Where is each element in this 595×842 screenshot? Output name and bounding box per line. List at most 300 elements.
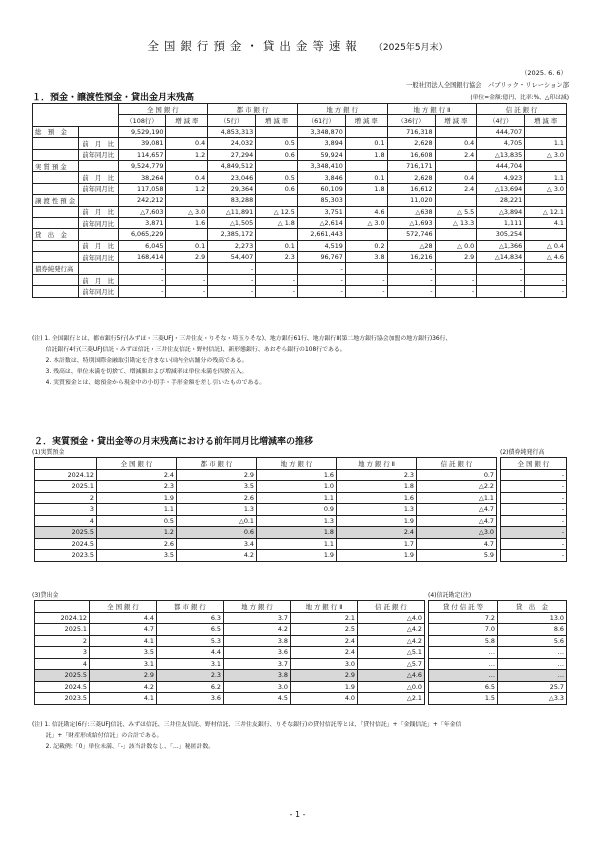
corner-cell bbox=[33, 104, 119, 127]
page-title bbox=[0, 38, 595, 54]
value-cell: 117,058 bbox=[118, 183, 166, 194]
period-label: 2025.5 bbox=[35, 670, 90, 682]
value-cell bbox=[345, 195, 387, 206]
table-row bbox=[35, 612, 425, 624]
value-cell: 0.1 bbox=[345, 138, 387, 149]
value-cell: △4.7 bbox=[417, 504, 497, 516]
value-cell: - bbox=[166, 274, 208, 285]
value-cell: 3.4 bbox=[177, 538, 257, 550]
value-cell: … bbox=[429, 658, 498, 670]
value-cell bbox=[256, 160, 298, 171]
value-cell: △4.7 bbox=[417, 515, 497, 527]
value-cell: 1.3 bbox=[337, 504, 417, 516]
title-period: （2025年5月末） bbox=[373, 43, 448, 53]
table-row bbox=[33, 252, 567, 263]
value-cell: 3.8 bbox=[224, 670, 291, 682]
value-cell bbox=[345, 160, 387, 171]
row-label bbox=[33, 274, 79, 285]
value-cell: 6.5 bbox=[157, 624, 224, 636]
column-header bbox=[35, 601, 90, 613]
table-row bbox=[429, 612, 567, 624]
bond-issuance-table bbox=[500, 457, 567, 562]
value-cell: 3,846 bbox=[297, 172, 345, 183]
value-cell: 1.1 bbox=[257, 492, 337, 504]
value-cell: 2.1 bbox=[291, 612, 358, 624]
title-text: 全国銀行預金・貸出金等速報 bbox=[147, 39, 362, 53]
value-cell: 39,081 bbox=[118, 138, 166, 149]
value-cell: 1.3 bbox=[257, 515, 337, 527]
value-cell: △ 1.8 bbox=[256, 217, 298, 228]
value-cell: 4.2 bbox=[177, 550, 257, 562]
table-row bbox=[33, 206, 567, 217]
table-row bbox=[501, 515, 567, 527]
value-cell: 572,746 bbox=[387, 229, 435, 240]
value-cell: 83,288 bbox=[208, 195, 256, 206]
table-row bbox=[33, 240, 567, 251]
value-cell: 6.2 bbox=[157, 681, 224, 693]
value-cell: 1.6 bbox=[166, 217, 208, 228]
value-cell: △4.6 bbox=[358, 670, 425, 682]
value-cell: 242,212 bbox=[118, 195, 166, 206]
value-cell: △ 4.6 bbox=[525, 252, 567, 263]
value-cell: - bbox=[501, 469, 567, 481]
notes-section1 bbox=[32, 334, 572, 389]
value-cell: - bbox=[387, 286, 435, 297]
value-cell: 4.0 bbox=[291, 693, 358, 705]
table-row bbox=[33, 286, 567, 297]
value-cell: 16,608 bbox=[387, 149, 435, 160]
value-cell: 2.9 bbox=[435, 252, 477, 263]
value-cell: 0.1 bbox=[256, 240, 298, 251]
table-row bbox=[33, 229, 567, 240]
value-cell: 28,221 bbox=[477, 195, 525, 206]
table-row bbox=[35, 492, 497, 504]
caption-bond-issuance: (2)債券純発行高 bbox=[500, 449, 545, 456]
value-cell: - bbox=[501, 492, 567, 504]
value-cell: △1,366 bbox=[477, 240, 525, 251]
value-cell: 25.7 bbox=[498, 681, 567, 693]
value-cell bbox=[525, 195, 567, 206]
value-cell: 11,020 bbox=[387, 195, 435, 206]
table-row bbox=[35, 647, 425, 659]
value-cell: - bbox=[166, 286, 208, 297]
value-cell bbox=[166, 229, 208, 240]
caption-real-deposits: (1)実質預金 bbox=[32, 449, 65, 456]
value-cell bbox=[525, 126, 567, 137]
value-cell: 0.6 bbox=[256, 183, 298, 194]
value-cell bbox=[345, 229, 387, 240]
value-cell: 2.4 bbox=[435, 149, 477, 160]
value-cell: 2,661,443 bbox=[297, 229, 345, 240]
issuer: 一般社団法人全国銀行協会 パブリック・リレーション部 bbox=[406, 82, 569, 89]
value-cell: 1.3 bbox=[177, 504, 257, 516]
header-row bbox=[35, 458, 497, 470]
value-cell: 1.9 bbox=[291, 681, 358, 693]
value-cell: 114,657 bbox=[118, 149, 166, 160]
value-cell bbox=[256, 229, 298, 240]
value-cell: - bbox=[297, 274, 345, 285]
value-cell: 4.1 bbox=[90, 635, 157, 647]
value-cell: △2,614 bbox=[297, 217, 345, 228]
value-cell: 3.8 bbox=[345, 252, 387, 263]
row-sublabel bbox=[78, 263, 118, 274]
value-cell: △1,505 bbox=[208, 217, 256, 228]
table-row bbox=[35, 527, 497, 539]
value-cell: 1.1 bbox=[525, 172, 567, 183]
value-cell: - bbox=[525, 286, 567, 297]
value-cell: 4,853,313 bbox=[208, 126, 256, 137]
rate-header: 増 減 率 bbox=[345, 115, 387, 126]
value-cell: … bbox=[498, 647, 567, 659]
column-header: 都 市 銀 行 bbox=[177, 458, 257, 470]
bank-count: （61行） bbox=[297, 115, 345, 126]
period-label: 2024.12 bbox=[35, 469, 97, 481]
row-label: 貸 出 金 bbox=[33, 229, 79, 240]
value-cell: 7.0 bbox=[429, 624, 498, 636]
table-row bbox=[429, 647, 567, 659]
value-cell: △ 3.0 bbox=[345, 217, 387, 228]
value-cell: △2.1 bbox=[358, 693, 425, 705]
value-cell: 2.3 bbox=[97, 481, 177, 493]
table-row bbox=[33, 217, 567, 228]
value-cell: 716,171 bbox=[387, 160, 435, 171]
value-cell: △4.0 bbox=[358, 612, 425, 624]
value-cell: 16,612 bbox=[387, 183, 435, 194]
row-label: 総 預 金 bbox=[33, 126, 79, 137]
row-label bbox=[33, 183, 79, 194]
value-cell: - bbox=[297, 263, 345, 274]
period-label: 2023.5 bbox=[35, 693, 90, 705]
value-cell: 3.7 bbox=[224, 658, 291, 670]
row-sublabel: 前年同月比 bbox=[78, 252, 118, 263]
value-cell bbox=[435, 160, 477, 171]
value-cell: 3.5 bbox=[90, 647, 157, 659]
value-cell: △638 bbox=[387, 206, 435, 217]
value-cell: △7,603 bbox=[118, 206, 166, 217]
value-cell: - bbox=[477, 263, 525, 274]
row-sublabel: 前 月 比 bbox=[78, 172, 118, 183]
value-cell: △5.7 bbox=[358, 658, 425, 670]
row-label bbox=[33, 172, 79, 183]
period-label: 2025.1 bbox=[35, 481, 97, 493]
value-cell: - bbox=[477, 274, 525, 285]
value-cell: 1.2 bbox=[166, 183, 208, 194]
page-number: - 1 - bbox=[289, 810, 306, 819]
value-cell: 4,923 bbox=[477, 172, 525, 183]
table-row bbox=[429, 624, 567, 636]
note-line: 4. 実質預金とは、総預金から現金中の小切手・手形金額を差し引いたものである。 bbox=[32, 380, 266, 386]
table-row bbox=[33, 195, 567, 206]
value-cell: 1,111 bbox=[477, 217, 525, 228]
row-sublabel bbox=[78, 126, 118, 137]
row-sublabel: 前年同月比 bbox=[78, 149, 118, 160]
row-label bbox=[33, 240, 79, 251]
value-cell: 4.6 bbox=[345, 206, 387, 217]
value-cell: 4,519 bbox=[297, 240, 345, 251]
value-cell: △3,894 bbox=[477, 206, 525, 217]
value-cell: 3.1 bbox=[157, 658, 224, 670]
value-cell: - bbox=[501, 538, 567, 550]
value-cell: - bbox=[256, 286, 298, 297]
value-cell: 0.7 bbox=[417, 469, 497, 481]
group-header: 信 託 銀 行 bbox=[477, 104, 567, 115]
real-deposits-table bbox=[34, 457, 497, 562]
value-cell: 1.0 bbox=[257, 481, 337, 493]
balance-table bbox=[32, 103, 567, 298]
table-row bbox=[35, 658, 425, 670]
note-line: 信託銀行4行(三菱UFJ信託・みずほ信託・三井住友信託・野村信託)、新形態銀行、あおぞら銀行の108行である。 bbox=[32, 347, 346, 353]
value-cell: 3.5 bbox=[97, 550, 177, 562]
value-cell: △14,834 bbox=[477, 252, 525, 263]
period-label: 2023.5 bbox=[35, 550, 97, 562]
value-cell bbox=[166, 195, 208, 206]
table-row bbox=[33, 160, 567, 171]
row-label: 実 質 預 金 bbox=[33, 160, 79, 171]
value-cell: 23,046 bbox=[208, 172, 256, 183]
value-cell: 1.2 bbox=[97, 527, 177, 539]
value-cell: 444,707 bbox=[477, 126, 525, 137]
value-cell: 0.2 bbox=[345, 240, 387, 251]
table-row bbox=[33, 274, 567, 285]
row-label bbox=[33, 252, 79, 263]
rate-header: 増 減 率 bbox=[525, 115, 567, 126]
table-row bbox=[33, 138, 567, 149]
value-cell: 0.1 bbox=[345, 172, 387, 183]
value-cell: 85,303 bbox=[297, 195, 345, 206]
value-cell: 2,628 bbox=[387, 138, 435, 149]
value-cell: 2.9 bbox=[177, 469, 257, 481]
row-label: 譲 渡 性 預 金 bbox=[33, 195, 79, 206]
value-cell: - bbox=[208, 263, 256, 274]
value-cell bbox=[435, 263, 477, 274]
value-cell: 6.3 bbox=[157, 612, 224, 624]
value-cell: 0.4 bbox=[166, 172, 208, 183]
value-cell: 1.9 bbox=[257, 550, 337, 562]
value-cell: 0.4 bbox=[166, 138, 208, 149]
rate-header: 増 減 率 bbox=[435, 115, 477, 126]
row-sublabel: 前年同月比 bbox=[78, 217, 118, 228]
unit-note: (単位=金額:億円、比率:%、△印は減) bbox=[470, 95, 569, 101]
value-cell: 3.1 bbox=[90, 658, 157, 670]
value-cell bbox=[256, 126, 298, 137]
column-header: 地 方 銀 行 bbox=[257, 458, 337, 470]
value-cell: △ 3.0 bbox=[525, 149, 567, 160]
table-row bbox=[429, 658, 567, 670]
caption-trust-account: (4)信託勘定(注) bbox=[428, 592, 472, 599]
notes-section2 bbox=[32, 720, 572, 753]
value-cell: 4,849,512 bbox=[208, 160, 256, 171]
value-cell: - bbox=[501, 550, 567, 562]
value-cell: △3.3 bbox=[498, 693, 567, 705]
value-cell: 2.6 bbox=[177, 492, 257, 504]
value-cell: 0.6 bbox=[256, 149, 298, 160]
value-cell bbox=[166, 263, 208, 274]
value-cell: 13.0 bbox=[498, 612, 567, 624]
value-cell: 0.6 bbox=[177, 527, 257, 539]
value-cell: 4.7 bbox=[417, 538, 497, 550]
value-cell: △0.1 bbox=[177, 515, 257, 527]
value-cell: 1.9 bbox=[337, 550, 417, 562]
value-cell: 1.8 bbox=[257, 527, 337, 539]
value-cell: 1.1 bbox=[525, 138, 567, 149]
value-cell: 4.2 bbox=[224, 624, 291, 636]
value-cell: 6,065,229 bbox=[118, 229, 166, 240]
value-cell: 2.4 bbox=[435, 183, 477, 194]
value-cell: 2.3 bbox=[157, 670, 224, 682]
value-cell bbox=[525, 263, 567, 274]
note-line: (注) 1. 信託勘定(6行:三菱UFJ信託、みずほ信託、三井住友信託、野村信託、三井住友銀行、りそな銀行)の貸付信託等とは、「貸付信託」+「金銭信託」+「年金信 bbox=[32, 722, 462, 728]
value-cell: 4.7 bbox=[90, 624, 157, 636]
group-header: 都 市 銀 行 bbox=[208, 104, 298, 115]
value-cell: 2.4 bbox=[97, 469, 177, 481]
period-label: 4 bbox=[35, 658, 90, 670]
value-cell: 7.2 bbox=[429, 612, 498, 624]
value-cell bbox=[256, 195, 298, 206]
value-cell: 0.5 bbox=[97, 515, 177, 527]
value-cell: 1.6 bbox=[257, 469, 337, 481]
table-row bbox=[35, 550, 497, 562]
value-cell: - bbox=[501, 481, 567, 493]
value-cell: 716,318 bbox=[387, 126, 435, 137]
value-cell: △ 0.4 bbox=[525, 240, 567, 251]
value-cell: △4.2 bbox=[358, 624, 425, 636]
value-cell: - bbox=[208, 274, 256, 285]
value-cell: … bbox=[429, 647, 498, 659]
value-cell: △ 0.0 bbox=[435, 240, 477, 251]
column-header: 地 方 銀 行 Ⅱ bbox=[291, 601, 358, 613]
value-cell: 1.9 bbox=[337, 515, 417, 527]
value-cell: - bbox=[435, 274, 477, 285]
value-cell: - bbox=[525, 274, 567, 285]
table-row bbox=[35, 469, 497, 481]
column-header: 信 託 銀 行 bbox=[417, 458, 497, 470]
value-cell: 3.5 bbox=[177, 481, 257, 493]
table-row bbox=[33, 172, 567, 183]
column-header bbox=[35, 458, 97, 470]
group-header: 地 方 銀 行 Ⅱ bbox=[387, 104, 477, 115]
value-cell: △1.1 bbox=[417, 492, 497, 504]
table-row bbox=[35, 504, 497, 516]
header-row bbox=[35, 601, 425, 613]
row-sublabel: 前 月 比 bbox=[78, 274, 118, 285]
header-row bbox=[501, 458, 567, 470]
value-cell bbox=[166, 126, 208, 137]
value-cell bbox=[435, 126, 477, 137]
value-cell: 4.4 bbox=[90, 612, 157, 624]
trust-account-table bbox=[428, 600, 567, 705]
value-cell: 1.1 bbox=[257, 538, 337, 550]
value-cell: 0.5 bbox=[256, 138, 298, 149]
value-cell: 2.9 bbox=[291, 670, 358, 682]
period-label: 2024.5 bbox=[35, 681, 90, 693]
row-label bbox=[33, 149, 79, 160]
value-cell: △ 12.5 bbox=[256, 206, 298, 217]
value-cell: 1.1 bbox=[97, 504, 177, 516]
value-cell: 3,894 bbox=[297, 138, 345, 149]
table-row bbox=[501, 481, 567, 493]
table-row bbox=[33, 149, 567, 160]
value-cell bbox=[525, 229, 567, 240]
value-cell: 3,348,870 bbox=[297, 126, 345, 137]
value-cell: 27,294 bbox=[208, 149, 256, 160]
value-cell: 3.7 bbox=[224, 612, 291, 624]
table-row bbox=[33, 263, 567, 274]
value-cell: △5.1 bbox=[358, 647, 425, 659]
row-label bbox=[33, 286, 79, 297]
value-cell: 9,529,190 bbox=[118, 126, 166, 137]
value-cell: 24,032 bbox=[208, 138, 256, 149]
bank-count: （36行） bbox=[387, 115, 435, 126]
value-cell: - bbox=[501, 527, 567, 539]
value-cell: 0.5 bbox=[256, 172, 298, 183]
value-cell: - bbox=[118, 263, 166, 274]
value-cell: - bbox=[118, 274, 166, 285]
value-cell: 59,924 bbox=[297, 149, 345, 160]
value-cell: 4,705 bbox=[477, 138, 525, 149]
row-sublabel bbox=[78, 229, 118, 240]
period-label: 3 bbox=[35, 647, 90, 659]
value-cell: △4.2 bbox=[358, 635, 425, 647]
value-cell: △2.2 bbox=[417, 481, 497, 493]
value-cell: 168,414 bbox=[118, 252, 166, 263]
value-cell: 60,109 bbox=[297, 183, 345, 194]
value-cell: 6.5 bbox=[429, 681, 498, 693]
value-cell: - bbox=[387, 274, 435, 285]
value-cell: 0.1 bbox=[166, 240, 208, 251]
value-cell: 6,045 bbox=[118, 240, 166, 251]
table-row bbox=[429, 670, 567, 682]
value-cell: 1.8 bbox=[345, 149, 387, 160]
table-row bbox=[35, 670, 425, 682]
rate-header: 増 減 率 bbox=[256, 115, 298, 126]
period-label: 2 bbox=[35, 635, 90, 647]
value-cell: 1.8 bbox=[337, 481, 417, 493]
row-label: 債券純発行高 bbox=[33, 263, 79, 274]
table-row bbox=[501, 504, 567, 516]
row-label bbox=[33, 206, 79, 217]
value-cell: △11,891 bbox=[208, 206, 256, 217]
value-cell: 3,871 bbox=[118, 217, 166, 228]
table-row bbox=[501, 550, 567, 562]
table-row bbox=[501, 527, 567, 539]
value-cell: 4.1 bbox=[525, 217, 567, 228]
value-cell: - bbox=[256, 274, 298, 285]
value-cell: △ 5.5 bbox=[435, 206, 477, 217]
value-cell: 0.4 bbox=[435, 172, 477, 183]
row-sublabel bbox=[78, 160, 118, 171]
value-cell: 4.5 bbox=[224, 693, 291, 705]
value-cell: - bbox=[118, 286, 166, 297]
loans-table bbox=[34, 600, 425, 705]
period-label: 2024.12 bbox=[35, 612, 90, 624]
value-cell bbox=[166, 160, 208, 171]
value-cell: 305,254 bbox=[477, 229, 525, 240]
value-cell: 3,348,410 bbox=[297, 160, 345, 171]
value-cell: … bbox=[429, 670, 498, 682]
column-header: 地 方 銀 行 Ⅱ bbox=[337, 458, 417, 470]
group-header: 全 国 銀 行 bbox=[118, 104, 208, 115]
value-cell: 0.9 bbox=[257, 504, 337, 516]
value-cell: △28 bbox=[387, 240, 435, 251]
value-cell: - bbox=[387, 263, 435, 274]
period-label: 2025.5 bbox=[35, 527, 97, 539]
row-sublabel: 前 月 比 bbox=[78, 138, 118, 149]
value-cell: 2,273 bbox=[208, 240, 256, 251]
period-label: 4 bbox=[35, 515, 97, 527]
value-cell: 2,385,172 bbox=[208, 229, 256, 240]
value-cell: 5.3 bbox=[157, 635, 224, 647]
group-header: 地 方 銀 行 bbox=[297, 104, 387, 115]
